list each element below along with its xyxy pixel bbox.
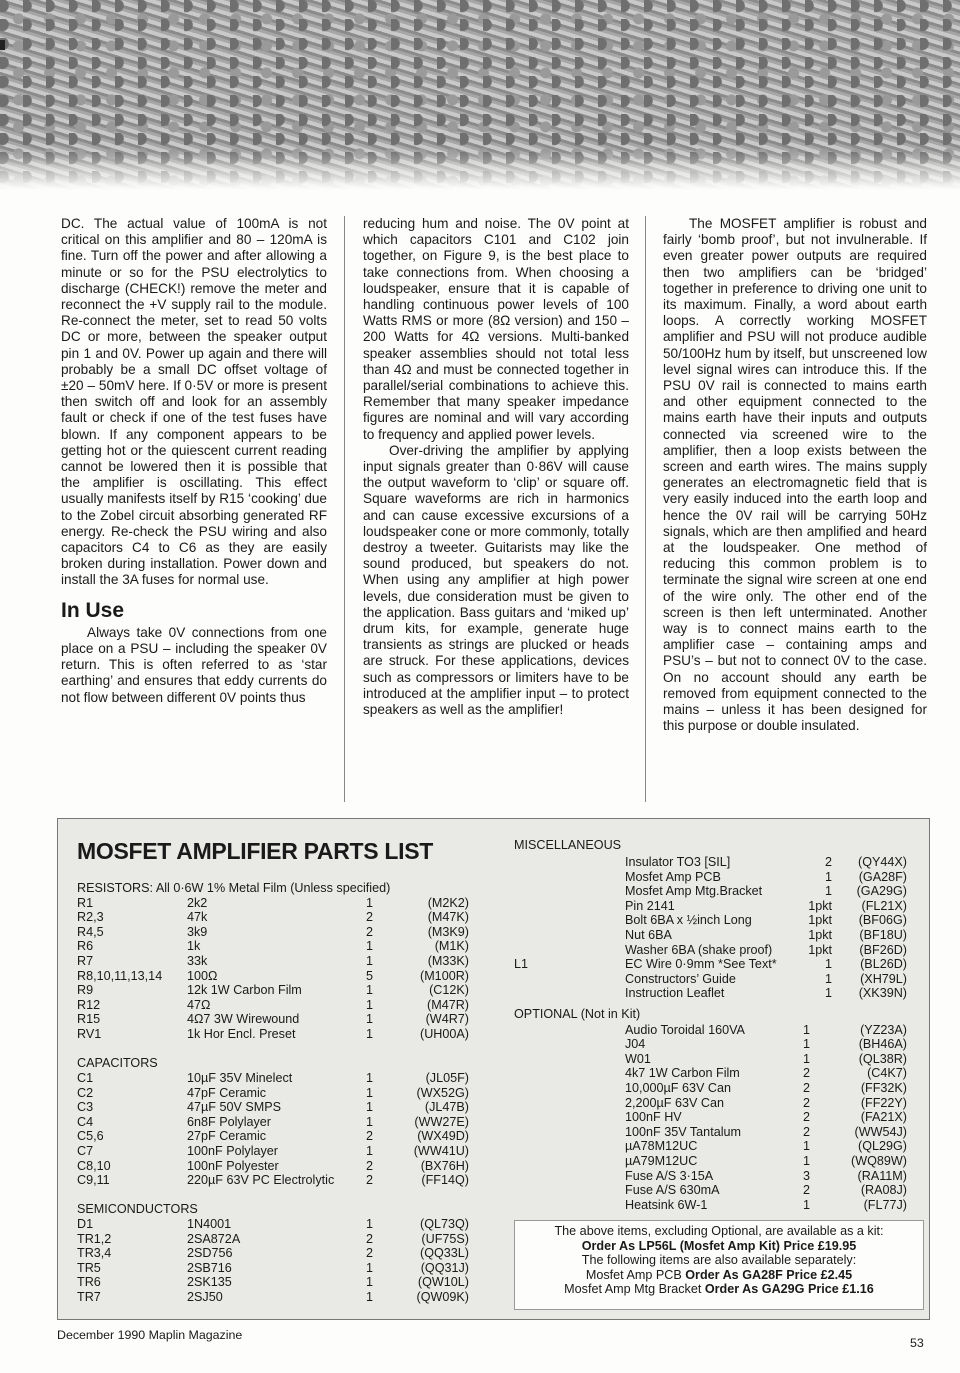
part-quantity: 2 (824, 855, 832, 869)
page-number: 53 (910, 1336, 924, 1350)
part-ref: C3 (77, 1100, 94, 1115)
part-order-code: (RA11M) (857, 1168, 907, 1183)
part-quantity: 1 (802, 1051, 810, 1066)
parts-row (77, 1086, 477, 1101)
part-description: 1k Hor Encl. Preset (187, 1027, 296, 1041)
part-ref: C7 (77, 1144, 94, 1158)
part-quantity: 1 (824, 957, 832, 972)
part-ref: R9 (77, 983, 94, 998)
part-description: µA78M12UC (625, 1139, 698, 1154)
part-description: 6n8F Polylayer (187, 1114, 271, 1129)
part-quantity: 5 (365, 968, 373, 983)
part-quantity: 1 (365, 1275, 373, 1290)
parts-row (514, 986, 914, 1001)
part-order-code: (BF26D) (859, 942, 907, 957)
text-column-2 (363, 216, 629, 718)
part-order-code: (QL38R) (858, 1051, 907, 1066)
part-quantity: 2 (365, 1158, 373, 1173)
part-quantity: 1 (365, 983, 373, 998)
part-description: 47pF Ceramic (187, 1085, 267, 1100)
part-order-code: (M1K) (434, 939, 469, 954)
part-order-code: (C4K7) (867, 1066, 907, 1081)
part-ref: TR7 (77, 1290, 101, 1304)
kit-item-line (515, 1282, 923, 1297)
part-order-code: (QW10L) (417, 1275, 469, 1290)
part-ref: RV1 (77, 1027, 102, 1041)
part-description: 1N4001 (187, 1217, 232, 1231)
part-order-code: (BF18U) (859, 928, 907, 942)
parts-row (77, 896, 477, 911)
part-description: Mosfet Amp Mtg.Bracket (625, 884, 763, 899)
part-description: 47Ω (187, 997, 211, 1012)
part-description: 2k2 (187, 895, 208, 910)
part-ref: R2,3 (77, 910, 104, 925)
parts-row (77, 1027, 477, 1042)
paragraph: Always take 0V connections from one place on a PSU – including the speaker 0V return. This is often referred to as ‘star earthing’ and ensures that eddy currents do not flow between different 0V points thus (61, 624, 327, 705)
part-quantity: 2 (365, 1231, 373, 1246)
paragraph: reducing hum and noise. The 0V point at which capacitors C101 and C102 join together, on Figure 9, is the best place to take connections from. When choosing a loudspeaker, ensure that it is capable of handling continuous power levels of 100 Watts RMS or more (8Ω version) and 150 – 200 Watts for 4Ω versions. Multi-banked speaker assemblies should not total less than 4Ω and must be connected together in parallel/serial combinations to achieve this. Remember that many speaker impedance figures are nominal and will vary according to frequency and applied power levels. (363, 216, 629, 442)
parts-row (514, 928, 914, 943)
part-quantity: 1 (365, 1290, 373, 1304)
parts-row (77, 910, 477, 925)
parts-row (77, 1129, 477, 1144)
part-description: 1k (187, 939, 201, 954)
part-description: 4k7 1W Carbon Film (625, 1066, 740, 1081)
group-heading: OPTIONAL (Not in Kit) (514, 1007, 641, 1021)
parts-row (514, 1198, 914, 1213)
text-column-1 (61, 216, 327, 706)
part-quantity: 1 (365, 954, 373, 968)
kit-item-order: Order As GA28F Price £2.45 (685, 1267, 853, 1282)
part-order-code: (M33K) (427, 954, 469, 968)
part-description: 2SJ50 (187, 1290, 223, 1304)
part-order-code: (WW27E) (414, 1114, 469, 1129)
part-order-code: (M2K2) (427, 895, 469, 910)
part-quantity: 1pkt (808, 928, 832, 942)
part-order-code: (GA28F) (858, 869, 907, 884)
part-ref: C5,6 (77, 1129, 104, 1144)
part-order-code: (M3K9) (427, 924, 469, 939)
part-description: Fuse A/S 630mA (625, 1183, 720, 1198)
kit-item-name: Mosfet Amp Mtg Bracket (564, 1282, 705, 1297)
part-order-code: (XK39N) (858, 986, 907, 1001)
part-order-code: (C12K) (429, 983, 469, 998)
part-description: 47µF 50V SMPS (187, 1100, 282, 1115)
parts-row (77, 1100, 477, 1115)
part-quantity: 1 (365, 1100, 373, 1115)
parts-row (514, 870, 914, 885)
part-order-code: (FF14Q) (421, 1173, 469, 1188)
parts-row (77, 1012, 477, 1027)
part-description: Washer 6BA (shake proof) (625, 942, 773, 957)
part-description: Heatsink 6W-1 (625, 1197, 708, 1212)
part-order-code: (XH79L) (860, 971, 907, 986)
parts-row (77, 1071, 477, 1086)
parts-row (77, 1159, 477, 1174)
part-order-code: (WX49D) (417, 1129, 469, 1144)
part-quantity: 1 (365, 1114, 373, 1129)
margin-mark (0, 40, 5, 50)
part-description: 100nF HV (625, 1110, 682, 1125)
part-order-code: (UH00A) (420, 1027, 469, 1041)
kit-order-line: Order As LP56L (Mosfet Amp Kit) Price £19.95 (581, 1238, 857, 1253)
kit-line: The following items are also available separately: (581, 1253, 857, 1268)
part-ref: R15 (77, 1012, 101, 1027)
kit-item-line (515, 1268, 923, 1283)
part-order-code: (BH46A) (858, 1037, 907, 1052)
part-description: 100nF 35V Tantalum (625, 1124, 741, 1139)
part-description: EC Wire 0·9mm *See Text* (625, 957, 777, 972)
part-quantity: 1 (802, 1022, 810, 1037)
part-quantity: 2 (365, 1173, 373, 1188)
part-order-code: (WW54J) (854, 1124, 907, 1139)
parts-row (514, 913, 914, 928)
part-order-code: (QQ33L) (420, 1246, 469, 1261)
parts-row (514, 899, 914, 914)
part-order-code: (QL29G) (858, 1139, 907, 1154)
part-description: Mosfet Amp PCB (625, 869, 721, 884)
part-ref: TR6 (77, 1275, 101, 1290)
part-description: J04 (625, 1037, 646, 1052)
parts-row (77, 925, 477, 940)
part-description: 2SD756 (187, 1246, 233, 1261)
part-quantity: 1 (365, 1071, 373, 1085)
part-quantity: 3 (802, 1168, 810, 1183)
part-ref: C4 (77, 1114, 94, 1129)
part-order-code: (M100R) (420, 968, 469, 983)
part-description: 100nF Polyester (187, 1158, 279, 1173)
part-description: Constructors’ Guide (625, 971, 736, 986)
part-order-code: (W4R7) (425, 1012, 469, 1027)
part-description: Pin 2141 (625, 898, 675, 913)
header-texture-image (0, 0, 960, 190)
parts-row (77, 1217, 477, 1232)
group-heading: MISCELLANEOUS (514, 838, 622, 852)
parts-row (514, 1183, 914, 1198)
part-order-code: (QW09K) (416, 1290, 469, 1304)
footer-issue: December 1990 Maplin Magazine (57, 1328, 243, 1342)
part-description: 2SB716 (187, 1260, 232, 1275)
part-quantity: 1 (365, 1260, 373, 1275)
part-ref: R8,10,11,13,14 (77, 968, 163, 983)
part-order-code: (WW41U) (413, 1144, 469, 1158)
part-order-code: (QQ31J) (420, 1260, 469, 1275)
part-quantity: 1 (802, 1037, 810, 1052)
part-ref: TR1,2 (77, 1231, 112, 1246)
part-quantity: 1 (365, 997, 373, 1012)
parts-list-title: MOSFET AMPLIFIER PARTS LIST (77, 838, 434, 864)
part-ref: D1 (77, 1217, 94, 1231)
part-quantity: 2 (802, 1183, 810, 1198)
part-description: 220µF 63V PC Electrolytic (187, 1173, 335, 1188)
part-quantity: 1 (365, 1217, 373, 1231)
part-order-code: (FA21X) (860, 1110, 907, 1125)
parts-row (77, 1290, 477, 1305)
part-order-code: (JL05F) (425, 1071, 469, 1085)
part-quantity: 1 (365, 939, 373, 954)
part-order-code: (JL47B) (424, 1100, 469, 1115)
parts-row (514, 1023, 914, 1038)
parts-row (514, 1096, 914, 1111)
part-quantity: 2 (802, 1080, 810, 1095)
part-description: Instruction Leaflet (625, 986, 725, 1001)
kit-item-name: Mosfet Amp PCB (585, 1267, 686, 1282)
parts-row (77, 954, 477, 969)
parts-row (514, 943, 914, 958)
part-description: 10µF 35V Minelect (187, 1071, 293, 1085)
part-ref: C1 (77, 1071, 94, 1085)
part-description: Fuse A/S 3·15A (625, 1168, 714, 1183)
part-description: Bolt 6BA x ½inch Long (625, 913, 752, 928)
section-heading: In Use (61, 598, 125, 622)
parts-row (77, 969, 477, 984)
part-order-code: (GA29G) (856, 884, 907, 899)
part-description: Audio Toroidal 160VA (625, 1022, 745, 1037)
part-quantity: 1 (824, 884, 832, 899)
paragraph: DC. The actual value of 100mA is not critical on this amplifier and 80 – 120mA is fine. Turn off the power and after allowing a minute or so for the PSU electrolytics to discharge (CHECK!) remove the meter and reconnect the +V supply rail to the module. Re-connect the meter, set to read 50 volts DC or more, between the speaker output pin 1 and 0V. Power up again and there will probably be a small DC offset voltage of ±20 – 50mV here. If 0·5V or more is present then switch off and look for an assembly fault or check if one of the test fuses have blown. If any component appears to be getting hot or the quiescent current reading cannot be lowered then it is possible that the amplifier is oscillating. This effect usually manifests itself by R15 ‘cooking’ due to the Zobel circuit absorbing generated RF energy. Re-check the PSU wiring and also capacitors C4 to C6 as they are easily broken during installation. Power down and install the 3A fuses for normal use. (61, 216, 327, 588)
parts-row (514, 1052, 914, 1067)
part-order-code: (BL26D) (860, 957, 907, 972)
part-order-code: (UF75S) (421, 1231, 469, 1246)
part-quantity: 2 (802, 1124, 810, 1139)
part-quantity: 1 (365, 1012, 373, 1027)
part-ref: R1 (77, 895, 94, 910)
paragraph: Over-driving the amplifier by applying input signals greater than 0·86V will cause the output waveform to ‘clip’ or square off. Square waveforms are rich in harmonics and can cause excessive excursions of a loudspeaker cone or more commonly, totally destroy a tweeter. Guitarists may like the sound produced, but speakers do not. When using any amplifier at high power levels, due consideration must be given to the application. Bass guitars and ‘miked up’ drum kits, for example, generate huge transients as strings are plucked or heads are struck. For these applications, devices such as compressors or limiters have to be introduced at the amplifier input – to protect speakers as well as the amplifier! (363, 442, 629, 718)
part-description: 27pF Ceramic (187, 1129, 267, 1144)
part-order-code: (M47K) (427, 910, 469, 925)
part-quantity: 2 (802, 1095, 810, 1110)
part-ref: TR5 (77, 1260, 101, 1275)
parts-row (77, 1261, 477, 1276)
column-divider (344, 216, 345, 802)
part-order-code: (FL77J) (863, 1197, 907, 1212)
part-description: 100nF Polylayer (187, 1144, 279, 1158)
part-quantity: 1pkt (808, 898, 832, 913)
parts-row (514, 1110, 914, 1125)
part-description: 10,000µF 63V Can (625, 1080, 731, 1095)
part-order-code: (QY44X) (858, 855, 907, 869)
part-quantity: 2 (365, 1246, 373, 1261)
parts-row (514, 1139, 914, 1154)
group-heading: CAPACITORS (77, 1056, 158, 1070)
parts-row (77, 1246, 477, 1261)
part-quantity: 1 (824, 869, 832, 884)
part-order-code: (RA08J) (860, 1183, 907, 1198)
part-ref: TR3,4 (77, 1246, 112, 1261)
part-order-code: (FL21X) (861, 898, 907, 913)
parts-row (77, 939, 477, 954)
paragraph: The MOSFET amplifier is robust and fairly ‘bomb proof’, but not invulnerable. If even greater power outputs are required then two amplifiers can be ‘bridged’ together in preference to driving one unit to its maximum. Finally, a word about earth loops. A correctly working MOSFET amplifier and PSU will not produce audible 50/100Hz hum by itself, but unscreened low level signal wires can introduce this. If the PSU 0V rail is connected to mains earth and other equipment connected to the mains earth have their inputs and outputs connected via screened wire to the amplifier, then a loop exists between the screen and earth wires. The mains supply generates an electromagnetic field that is very easily induced into the earth loop and hence the 0V rail will be carrying 50Hz signals, which are then amplified and heard at the loudspeaker. One method of reducing this common problem is to terminate the signal wire screen at one end of the wire only. The other end of the screen is then left unterminated. Another way is to connect mains earth to the amplifier case – containing amps and PSU’s – but not to connect 0V to the case. On no account should any earth be removed from equipment connected to the mains – unless it has been designed for this purpose or double insulated. (663, 216, 927, 734)
parts-row (77, 1115, 477, 1130)
parts-row (77, 998, 477, 1013)
part-description: 4Ω7 3W Wirewound (187, 1012, 300, 1027)
part-description: 12k 1W Carbon Film (187, 983, 302, 998)
part-quantity: 2 (802, 1066, 810, 1081)
part-description: 2SA872A (187, 1231, 241, 1246)
text-column-3 (663, 216, 927, 735)
part-description: 3k9 (187, 924, 208, 939)
part-order-code: (BX76H) (420, 1158, 469, 1173)
part-ref: L1 (514, 957, 529, 972)
part-description: 2SK135 (187, 1275, 232, 1290)
group-heading: RESISTORS: All 0·6W 1% Metal Film (Unless specified) (77, 881, 391, 895)
part-quantity: 1 (365, 1085, 373, 1100)
part-order-code: (WX52G) (416, 1085, 469, 1100)
part-order-code: (YZ23A) (860, 1022, 907, 1037)
part-quantity: 1 (365, 895, 373, 910)
parts-row (77, 1144, 477, 1159)
part-description: 47k (187, 910, 208, 925)
part-quantity: 2 (802, 1110, 810, 1125)
part-order-code: (M47R) (427, 997, 469, 1012)
part-ref: C2 (77, 1085, 94, 1100)
parts-row (77, 1173, 477, 1188)
part-order-code: (FF32K) (860, 1080, 907, 1095)
part-description: Insulator TO3 [SIL] (625, 855, 731, 869)
part-description: 33k (187, 954, 208, 968)
part-ref: C8,10 (77, 1158, 111, 1173)
kit-item-order: Order As GA29G Price £1.16 (704, 1282, 874, 1297)
part-description: Nut 6BA (625, 928, 672, 942)
part-quantity: 1 (824, 971, 832, 986)
part-quantity: 1 (365, 1144, 373, 1158)
part-quantity: 2 (365, 910, 373, 925)
parts-row (514, 972, 914, 987)
part-ref: R6 (77, 939, 94, 954)
part-ref: R12 (77, 997, 101, 1012)
part-description: 2,200µF 63V Can (625, 1095, 724, 1110)
part-description: W01 (625, 1051, 651, 1066)
parts-row (514, 1081, 914, 1096)
part-quantity: 1 (802, 1153, 810, 1168)
parts-row (77, 1275, 477, 1290)
part-order-code: (QL73Q) (420, 1217, 469, 1231)
part-ref: C9,11 (77, 1173, 110, 1188)
part-description: 100Ω (187, 968, 218, 983)
parts-row (514, 884, 914, 899)
part-description: µA79M12UC (625, 1153, 698, 1168)
part-quantity: 1 (802, 1139, 810, 1154)
part-ref: R4,5 (77, 924, 104, 939)
parts-row (514, 957, 914, 972)
group-heading: SEMICONDUCTORS (77, 1202, 198, 1216)
part-quantity: 2 (365, 1129, 373, 1144)
parts-row (514, 855, 914, 870)
parts-row (514, 1125, 914, 1140)
part-order-code: (WQ89W) (851, 1153, 907, 1168)
kit-ordering-box (514, 1220, 924, 1310)
parts-row (77, 983, 477, 998)
part-quantity: 1 (802, 1197, 810, 1212)
part-quantity: 2 (365, 924, 373, 939)
part-order-code: (FF22Y) (860, 1095, 907, 1110)
parts-row (514, 1169, 914, 1184)
parts-row (514, 1037, 914, 1052)
kit-line: The above items, excluding Optional, are available as a kit: (554, 1224, 884, 1238)
parts-row (514, 1066, 914, 1081)
column-divider (645, 216, 646, 802)
part-ref: R7 (77, 954, 94, 968)
part-quantity: 1 (365, 1027, 373, 1041)
part-order-code: (BF06G) (858, 913, 907, 928)
part-quantity: 1pkt (808, 913, 832, 928)
part-quantity: 1pkt (808, 942, 832, 957)
part-quantity: 1 (824, 986, 832, 1001)
parts-row (514, 1154, 914, 1169)
parts-row (77, 1232, 477, 1247)
